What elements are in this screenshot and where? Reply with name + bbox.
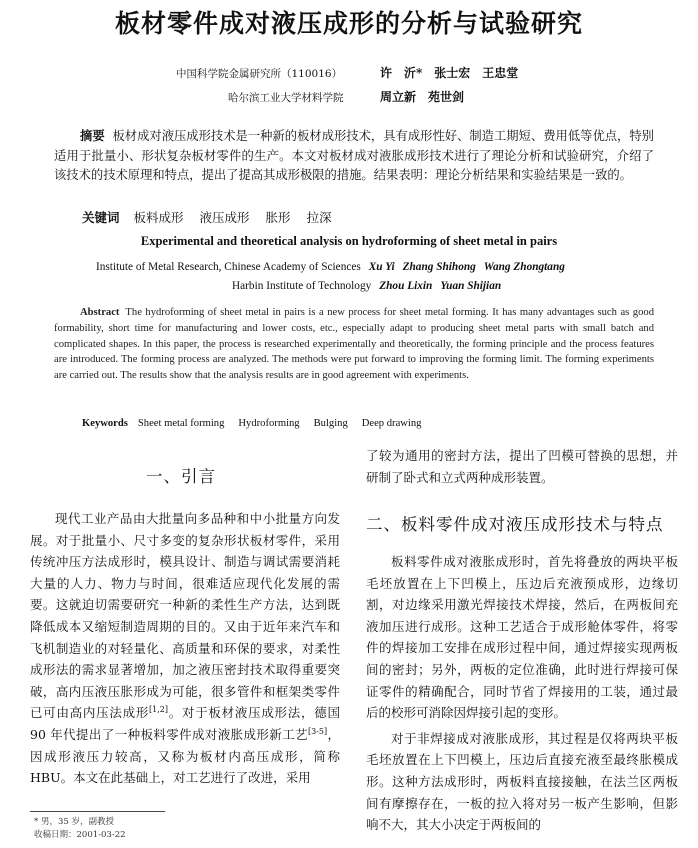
section-1-paragraph: 现代工业产品由大批量向多品种和中小批量方向发展。对于批量小、尺寸多变的复杂形状板材零件，采用传统冲压方法成形时，模具设计、制造与调试需要消耗大量的人力、物力与时间，很难适应现代化发展的需要。这就迫切需要研究一种新的柔性生产方法，达到既降低成本又缩短制造周期的目的。又由于近年来汽车和飞机制造业的对轻量化、高质量和环保的要求，对柔性成形法的需求显著增加，加之液压密封技术取得重要突破，高内压液压胀形成为可能，很多管件和框架类零件已可由高内压法成形[1,2]。对于板材液压成形法，德国 90 年代提出了一种板料零件成对液胀成形新工艺[3-5]，因成形液压力较高，又称为板材内高压成形，简称HBU。本文在此基础上，对工艺进行了改进，采用 xyxy=(30,511,340,786)
keyword-cn: 胀形 xyxy=(265,210,291,225)
left-column xyxy=(30,508,340,789)
author-names-1: 许 沂* 张士宏 王忠堂 xyxy=(380,66,519,80)
citation: [3-5] xyxy=(307,726,328,736)
english-title: Experimental and theoretical analysis on hydroforming of sheet metal in pairs xyxy=(140,234,558,248)
english-affiliation-1 xyxy=(96,261,565,273)
english-affiliation-2 xyxy=(232,280,501,292)
keyword-en: Deep drawing xyxy=(361,418,422,429)
abstract-en-text: The hydroforming of sheet metal in pairs is a new process for sheet metal forming. It has many advantages such as good formability, short time for manufacturing and lower costs, etc., especially adapt to producing sheet metal parts with small batch and complicated shapes. In this paper, the process is researched experimentally and theoretically, the forming principle and the process features are introduced. The forming process are analyzed. The methods were put forward to improving the forming limit. The forming experiments are carried out. The results show that the analysis results are in good agreement with experiments. xyxy=(54,307,654,382)
keywords-cn xyxy=(82,208,348,226)
right-column xyxy=(366,551,678,836)
affiliation-1: 中国科学院金属研究所（110016） xyxy=(176,68,343,80)
keyword-en: Sheet metal forming xyxy=(137,418,225,429)
english-author: Wang Zhongtang xyxy=(483,261,565,273)
affiliation-2: 哈尔滨工业大学材料学院 xyxy=(228,92,344,104)
english-affil-line-1: Institute of Metal Research, Chinese Academy of Sciences xyxy=(96,261,361,273)
keyword-cn: 液压成形 xyxy=(199,210,250,225)
abstract-cn xyxy=(54,126,654,186)
keywords-en xyxy=(82,418,435,429)
english-author: Zhang Shihong xyxy=(402,261,476,273)
keyword-en: Bulging xyxy=(313,418,348,429)
paper-title: 板材零件成对液压成形的分析与试验研究 xyxy=(114,9,583,38)
english-author: Xu Yi xyxy=(368,261,395,273)
footnote-received: 收稿日期：2001-03-22 xyxy=(34,830,126,840)
keyword-en: Hydroforming xyxy=(238,418,300,429)
abstract-en-label: Abstract xyxy=(80,307,120,318)
section-2-paragraph-1: 板料零件成对液胀成形时，首先将叠放的两块平板毛坯放置在上下凹模上，压边后充液预成形，边缘切割，对边缘采用激光焊接技术焊接，然后，在两板间充液加压进行成形。这种工艺适合于成形舱体零件，将零件的焊接加工安排在成形过程中间，通过焊接实现两板间的密封；另外，两板的定位准确，此时进行焊接可保证零件的精确配合，同时节省了焊接用的工装，通过最后的校形可消除因焊接引起的变形。 xyxy=(366,554,678,721)
abstract-cn-text: 板材成对液压成形技术是一种新的板材成形技术，具有成形性好、制造工期短、费用低等优点，特别适用于批量小、形状复杂板材零件的生产。本文对板材成对液胀成形技术进行了理论分析和试验研究，介绍了该技术的技术原理和特点，提出了提高其成形极限的措施。结果表明：理论分析结果和实验结果是一致的。 xyxy=(54,129,654,183)
footnote-author: * 男，35 岁，副教授 xyxy=(34,817,114,827)
citation: [1,2] xyxy=(149,705,169,715)
section-2-heading: 二、板料零件成对液压成形技术与特点 xyxy=(366,515,664,534)
paragraph-continuation: 了较为通用的密封方法，提出了凹模可替换的思想，并研制了卧式和立式两种成形装置。 xyxy=(366,448,678,485)
section-1-heading: 一、引言 xyxy=(146,467,216,486)
author-names-2: 周立新 苑世剑 xyxy=(380,90,465,104)
english-author: Zhou Lixin xyxy=(379,280,433,292)
english-author: Yuan Shijian xyxy=(440,280,502,292)
right-column-continuation xyxy=(366,445,678,488)
english-affil-line-2: Harbin Institute of Technology xyxy=(232,280,372,292)
footnote-rule xyxy=(30,811,165,812)
abstract-en xyxy=(54,305,654,384)
section-2-paragraph-2: 对于非焊接成对液胀成形，其过程是仅将两块平板毛坯放置在上下凹模上，压边后直接充液至最终胀模成形。这种方法成形时，两板料直接接触，在法兰区两板间有摩擦存在，一板的拉入将对另一板产生影响，但影响不大，其大小决定于两板间的 xyxy=(366,730,678,833)
keywords-cn-label: 关键词 xyxy=(82,210,120,225)
keyword-cn: 拉深 xyxy=(306,210,332,225)
keywords-en-label: Keywords xyxy=(82,418,128,429)
abstract-cn-label: 摘要 xyxy=(80,128,105,143)
keyword-cn: 板料成形 xyxy=(133,210,184,225)
